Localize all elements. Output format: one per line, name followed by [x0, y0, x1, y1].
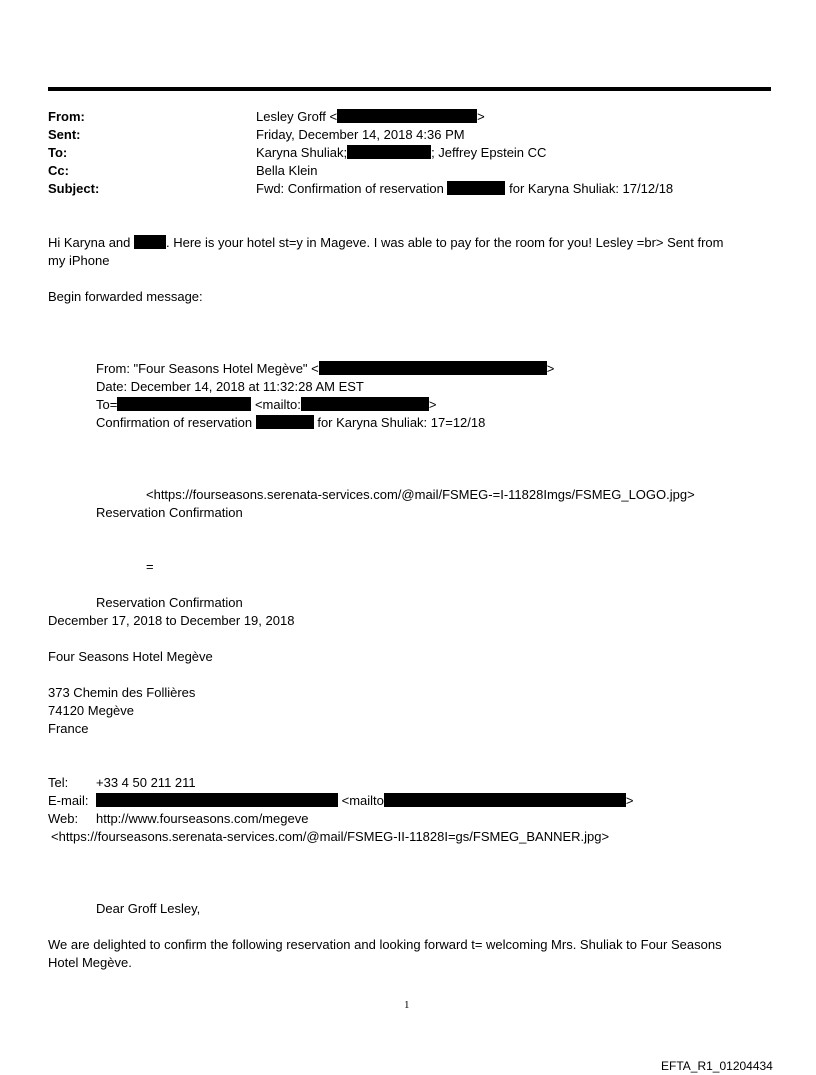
- delighted-line-2: Hotel Megève.: [48, 955, 132, 970]
- greeting-part-2: . Here is your hotel st=y in Mageve. I was able to pay for the room for you! Lesley =br> Sent from: [166, 235, 724, 250]
- redaction-box: [347, 145, 431, 159]
- fwd-to-mailto: <mailto:: [254, 397, 301, 412]
- fwd-subject: [96, 414, 485, 432]
- from-close: >: [477, 109, 485, 124]
- hotel-name: Four Seasons Hotel Megève: [48, 649, 213, 664]
- fwd-subject-part-1: Confirmation of reservation: [96, 415, 253, 430]
- sent-label: Sent:: [48, 127, 81, 142]
- fwd-from-text: From: "Four Seasons Hotel Megève" <: [96, 361, 319, 376]
- banner-url: <https://fourseasons.serenata-services.com/@mail/FSMEG-II-11828I=gs/FSMEG_BANNER.jpg>: [51, 829, 610, 844]
- equals-sign: =: [146, 559, 154, 574]
- greeting-part-3: my iPhone: [48, 253, 110, 268]
- address-line-1: 373 Chemin des Follières: [48, 685, 196, 700]
- redaction-box: [256, 415, 314, 429]
- logo-url: <https://fourseasons.serenata-services.com/@mail/FSMEG-=I-11828Imgs/FSMEG_LOGO.jpg>: [146, 487, 695, 502]
- bates-number: EFTA_R1_01204434: [661, 1059, 773, 1073]
- reservation-confirmation-heading-2: Reservation Confirmation: [96, 595, 243, 610]
- address-line-3: France: [48, 721, 89, 736]
- email-close: >: [625, 793, 634, 808]
- email-label: E-mail:: [48, 793, 89, 808]
- tel-value: +33 4 50 211 211: [96, 775, 196, 790]
- cc-label: Cc:: [48, 163, 69, 178]
- salutation: Dear Groff Lesley,: [96, 901, 201, 916]
- begin-forwarded-text: Begin forwarded message:: [48, 289, 203, 304]
- subject-label: Subject:: [48, 181, 100, 196]
- cc-value: Bella Klein: [256, 163, 318, 178]
- email-mailto: <mailto: [341, 793, 384, 808]
- fwd-from: [96, 360, 554, 378]
- subject-part-2: for Karyna Shuliak: 17/12/18: [509, 181, 674, 196]
- delighted-line-1: We are delighted to confirm the following reservation and looking forward t= welcoming Mrs. Shuliak to Four Seasons: [48, 937, 722, 952]
- redaction-box: [117, 397, 251, 411]
- subject-value: [256, 180, 673, 198]
- reservation-dates: December 17, 2018 to December 19, 2018: [48, 613, 295, 628]
- reservation-confirmation-heading-1: Reservation Confirmation: [96, 505, 243, 520]
- greeting-part-1: Hi Karyna and: [48, 235, 131, 250]
- greeting-paragraph: [48, 234, 768, 270]
- fwd-to-close: >: [428, 397, 437, 412]
- to-label: To:: [48, 145, 68, 160]
- from-value: [256, 108, 485, 126]
- redaction-box: [301, 397, 429, 411]
- fwd-to-text: To=: [96, 397, 118, 412]
- redaction-box: [447, 181, 505, 195]
- to-recipient-2: ; Jeffrey Epstein CC: [431, 145, 547, 160]
- fwd-from-close: >: [546, 361, 555, 376]
- delighted-paragraph: [48, 936, 768, 972]
- redaction-box: [337, 109, 477, 123]
- from-label: From:: [48, 109, 85, 124]
- subject-part-1: Fwd: Confirmation of reservation: [256, 181, 444, 196]
- page-number: 1: [404, 999, 410, 1011]
- redaction-box: [384, 793, 626, 807]
- header-rule: [48, 87, 771, 91]
- redaction-box: [319, 361, 547, 375]
- to-value: [256, 144, 546, 162]
- sent-value: Friday, December 14, 2018 4:36 PM: [256, 127, 465, 142]
- from-name: Lesley Groff <: [256, 109, 338, 124]
- tel-label: Tel:: [48, 775, 69, 790]
- fwd-subject-part-2: for Karyna Shuliak: 17=12/18: [317, 415, 486, 430]
- web-label: Web:: [48, 811, 79, 826]
- fwd-to: [96, 396, 436, 414]
- web-value: http://www.fourseasons.com/megeve: [96, 811, 309, 826]
- email-value: [96, 792, 634, 810]
- redaction-box: [96, 793, 338, 807]
- to-recipient-1: Karyna Shuliak;: [256, 145, 348, 160]
- redaction-box: [134, 235, 166, 249]
- address-line-2: 74120 Megève: [48, 703, 135, 718]
- fwd-date: Date: December 14, 2018 at 11:32:28 AM EST: [96, 379, 364, 394]
